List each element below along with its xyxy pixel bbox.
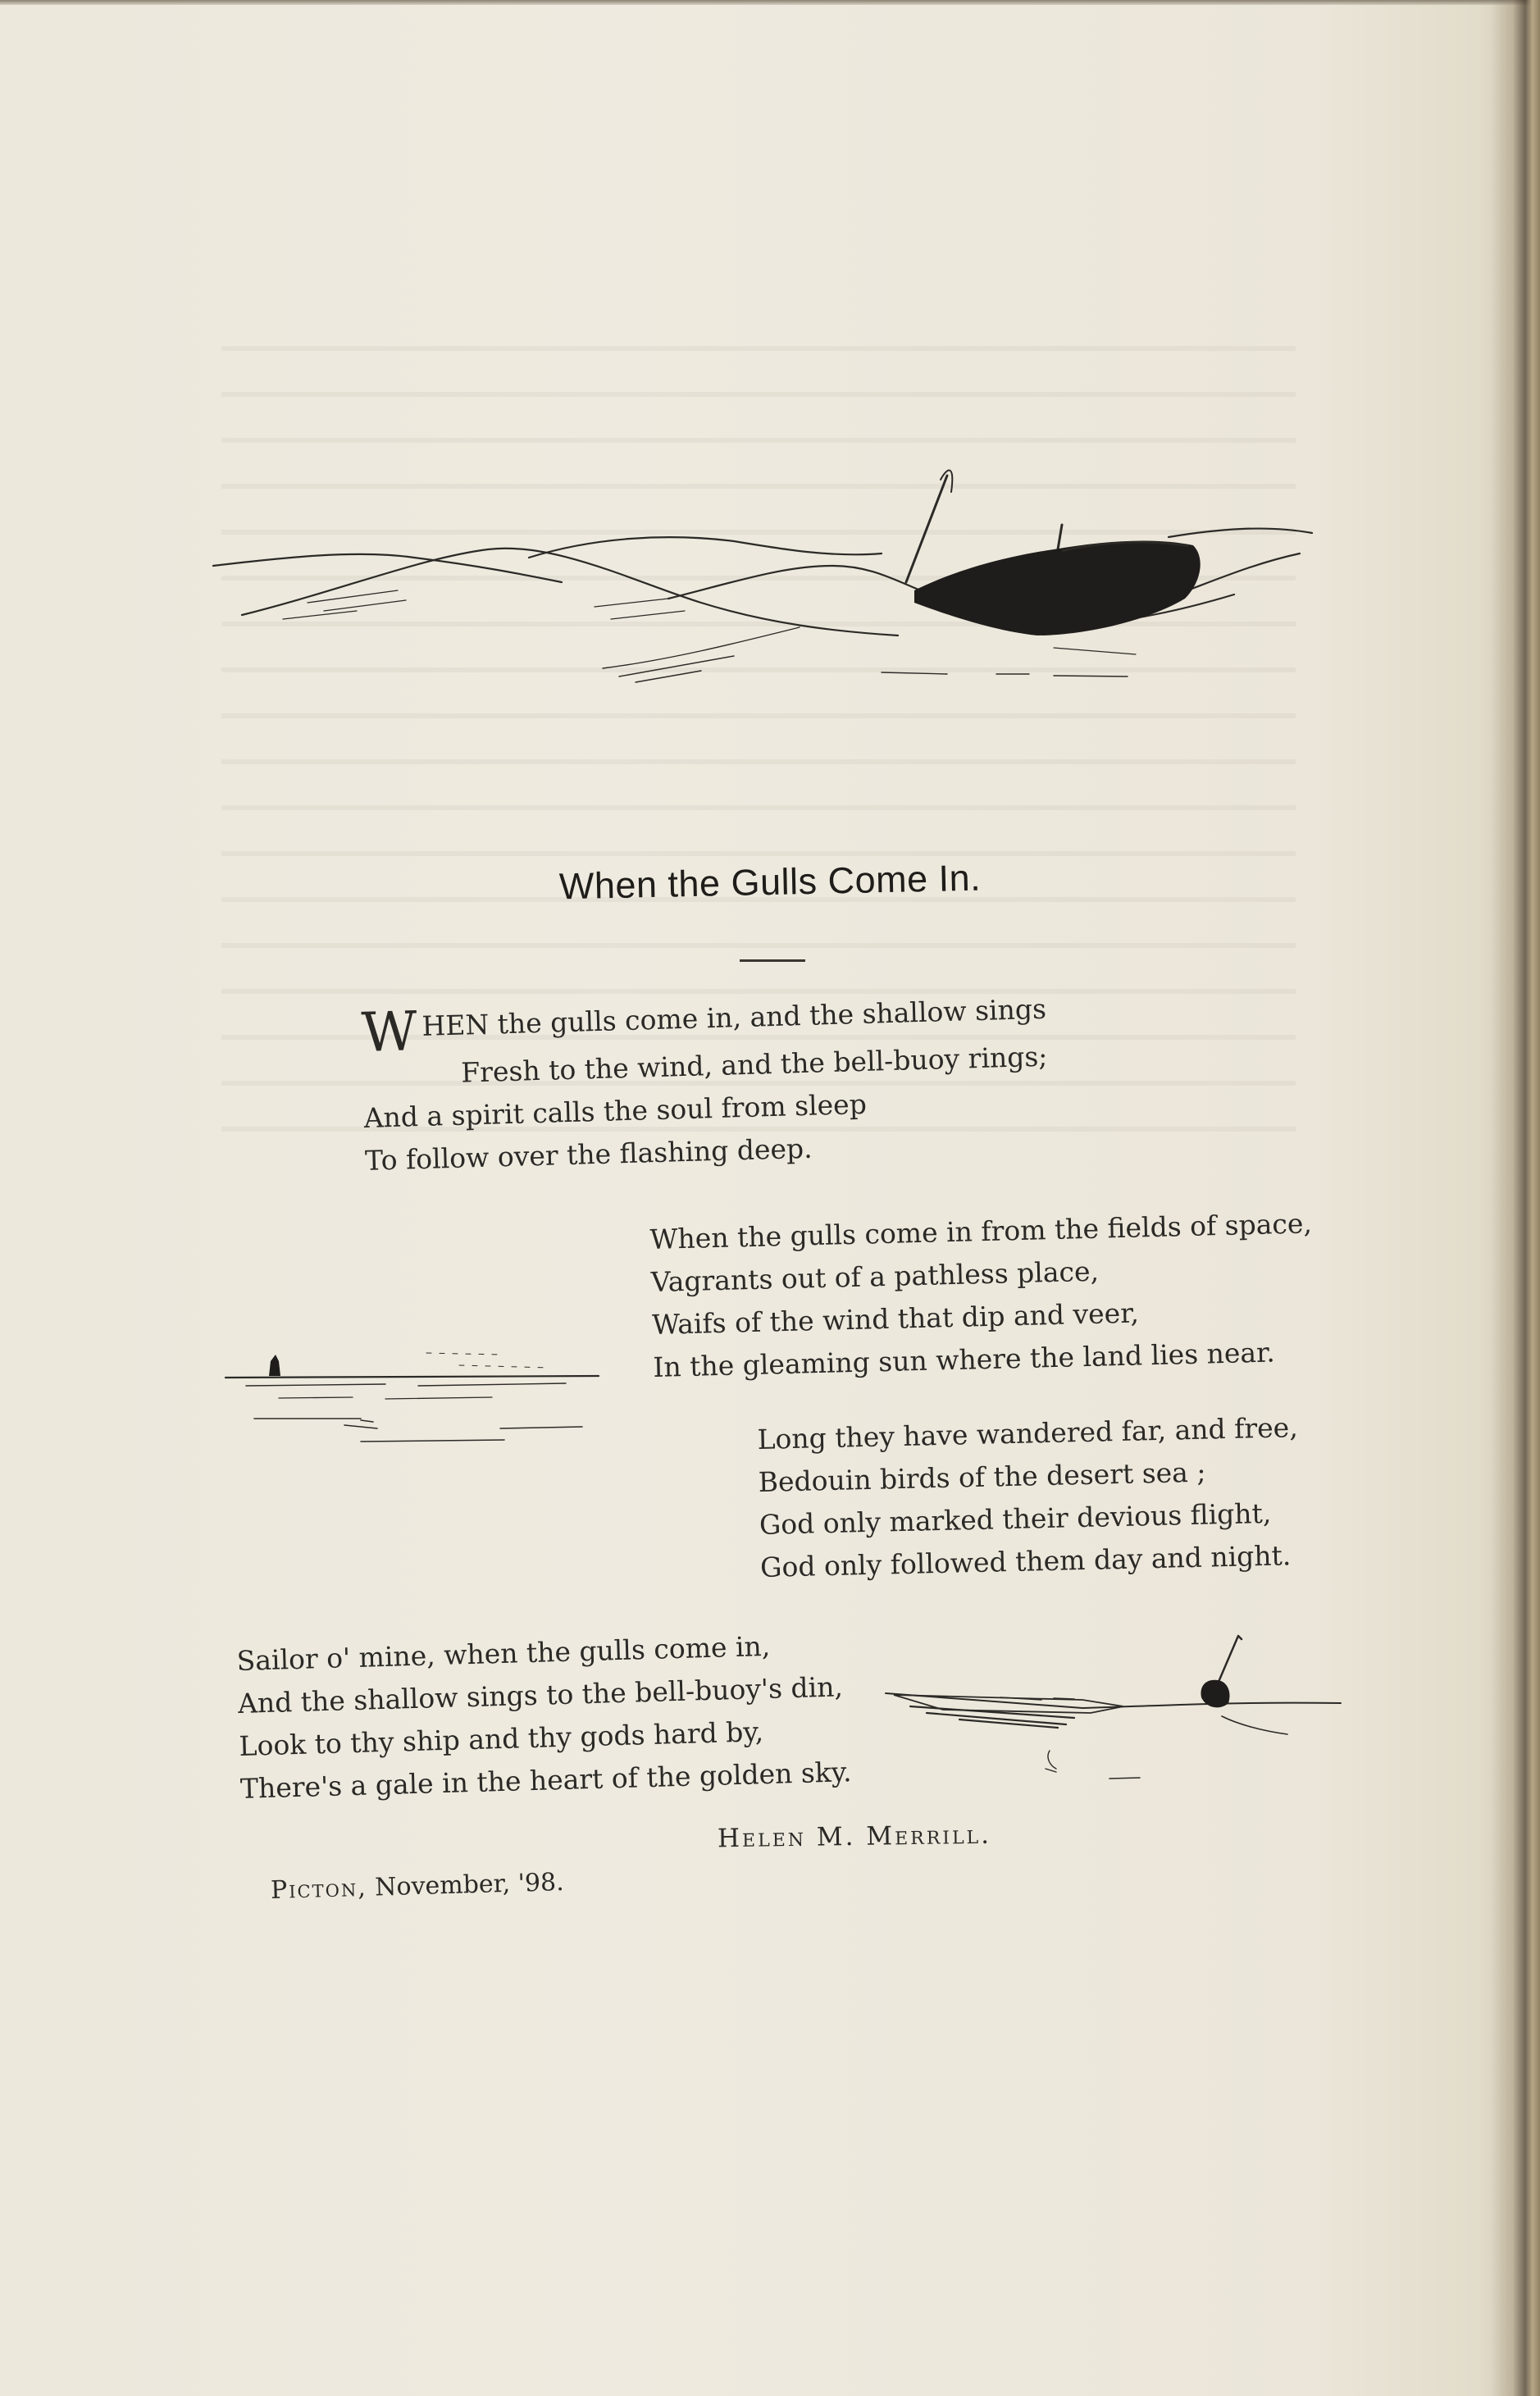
stanza-1-line-3: And a spirit calls the soul from sleep	[363, 1087, 868, 1134]
stanza-2	[649, 1202, 1315, 1389]
small-boat-drawing	[221, 1337, 607, 1460]
dune-line-3	[668, 566, 931, 599]
page-top-edge	[0, 0, 1540, 5]
stanza-3-line-1: Long they have wandered far, and free,	[757, 1411, 1299, 1455]
bell-buoy-drawing	[877, 1628, 1353, 1800]
stanza-2-line-4: In the gleaming sun where the land lies near.	[652, 1336, 1276, 1383]
stanza-4-line-4: There's a gale in the heart of the golden sky.	[239, 1756, 853, 1805]
buoy-wake	[1222, 1716, 1287, 1734]
stanza-2-line-1: When the gulls come in from the fields of space,	[649, 1207, 1313, 1255]
water-ripple-1	[246, 1383, 566, 1386]
stanza-1-line-4: To follow over the flashing deep.	[364, 1132, 813, 1177]
foreground-ripples	[603, 627, 800, 682]
sand-hatching-left	[283, 590, 406, 619]
author-signature: Helen M. Merrill.	[717, 1820, 992, 1854]
sky-dashes	[426, 1353, 549, 1368]
stanza-3-line-4: God only followed them day and night.	[759, 1539, 1292, 1583]
page-binding-edge	[1491, 0, 1540, 2396]
stanza-2-line-3: Waifs of the wind that dip and veer,	[651, 1296, 1140, 1341]
shipwreck-drawing	[209, 459, 1324, 722]
stanza-1	[361, 988, 1050, 1182]
dateline-place: Picton,	[270, 1873, 368, 1905]
foreground-dash	[1109, 1778, 1140, 1779]
stanza-3-line-2: Bedouin birds of the desert sea ;	[758, 1455, 1206, 1498]
shadow-line	[1054, 648, 1136, 654]
stanza-4	[236, 1623, 852, 1811]
stanza-1-line-2: Fresh to the wind, and the bell-buoy rings;	[460, 1040, 1048, 1089]
stanza-4-line-1: Sailor o' mine, when the gulls come in,	[236, 1629, 771, 1677]
poem-title: When the Gulls Come In.	[558, 856, 982, 908]
stern-post	[1058, 525, 1062, 549]
dune-line-2	[529, 537, 882, 558]
boat-figure	[269, 1355, 280, 1376]
foreground-dashes	[882, 672, 1128, 676]
stanza-4-line-3: Look to thy ship and thy gods hard by,	[239, 1715, 764, 1762]
gull-wing	[344, 1420, 377, 1428]
water-ripple-5	[361, 1440, 504, 1442]
dune-line-1	[242, 549, 898, 635]
drop-cap: W	[360, 1000, 418, 1064]
bell-buoy-and-wreck-illustration	[877, 1628, 1353, 1800]
gull-small	[1046, 1751, 1056, 1772]
dateline-date: November, '98.	[374, 1868, 565, 1902]
water-ripple-4	[500, 1427, 582, 1428]
small-boat-on-water-illustration	[221, 1337, 607, 1460]
stanza-1-line-1-text: HEN the gulls come in, and the shallow sings	[421, 992, 1047, 1042]
shipwreck-in-dunes-illustration	[209, 459, 1324, 722]
sand-hatching-mid	[595, 599, 685, 619]
wreck-hatching	[910, 1706, 1074, 1728]
title-rule	[740, 959, 805, 962]
dateline	[271, 1868, 565, 1905]
ship-hull	[914, 541, 1201, 635]
stanza-4-line-2: And the shallow sings to the bell-buoy's din,	[237, 1670, 844, 1720]
broken-mast	[906, 476, 947, 582]
water-line	[886, 1693, 1341, 1708]
horizon-line	[213, 554, 562, 582]
stanza-3-line-3: God only marked their devious flight,	[759, 1496, 1272, 1541]
stanza-3	[757, 1406, 1301, 1589]
stanza-2-line-2: Vagrants out of a pathless place,	[650, 1255, 1100, 1298]
water-horizon	[226, 1376, 599, 1378]
distant-dune-right	[1169, 529, 1312, 537]
water-ripple-2	[279, 1397, 492, 1399]
